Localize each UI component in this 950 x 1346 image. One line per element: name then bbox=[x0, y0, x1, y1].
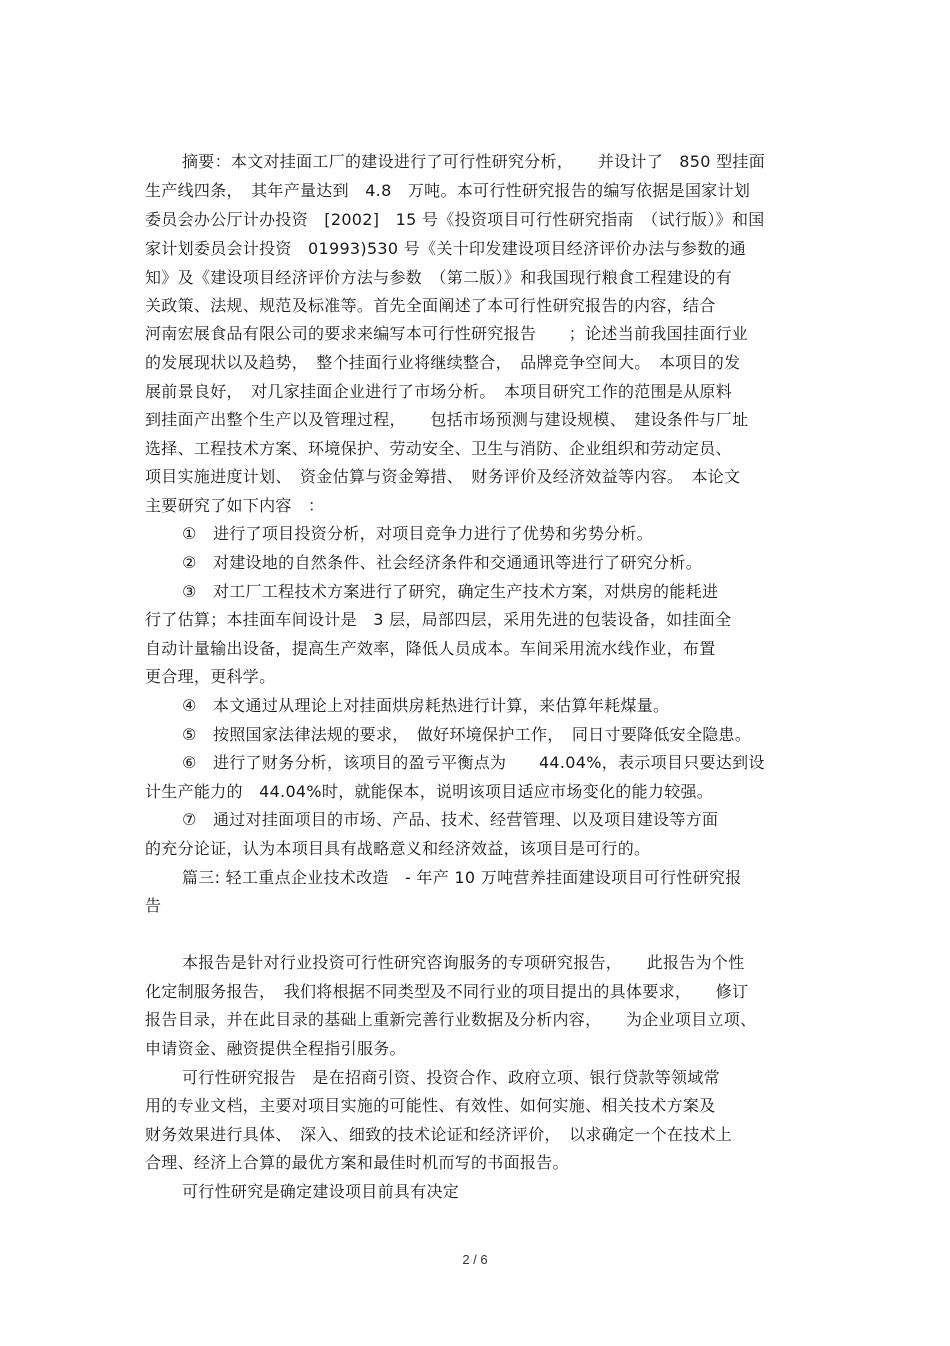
list-item: ② 对建设地的自然条件、社会经济条件和交通通讯等进行了研究分析。 bbox=[182, 553, 702, 572]
abstract-line: 项目实施进度计划、 资金估算与资金筹措、 财务评价及经济效益等内容。 本论文 bbox=[145, 467, 741, 486]
abstract-line: 摘要：本文对挂面工厂的建设进行了可行性研究分析， 并设计了 850 型挂面 bbox=[182, 152, 766, 171]
list-item: ③ 对工厂工程技术方案进行了研究，确定生产技术方案，对烘房的能耗进 bbox=[182, 582, 719, 601]
abstract-line: 的发展现状以及趋势， 整个挂面行业将继续整合， 品牌竞争空间大。 本项目的发 bbox=[145, 353, 741, 372]
abstract-line: 家计划委员会计投资 01993)530 号《关十印发建设项目经济评价办法与参数的通 bbox=[145, 239, 747, 258]
paragraph-line: 财务效果进行具体、 深入、细致的技术论证和经济评价， 以求确定一个在技术上 bbox=[145, 1125, 733, 1144]
abstract-line: 关政策、法规、规范及标准等。首先全面阐述了本可行性研究报告的内容，结合 bbox=[145, 296, 716, 315]
abstract-line: 选择、工程技术方案、环境保护、劳动安全、卫生与消防、企业组织和劳动定员、 bbox=[145, 439, 732, 458]
list-item: ④ 本文通过从理论上对挂面烘房耗热进行计算，来估算年耗煤量。 bbox=[182, 696, 670, 715]
paragraph-line: 报告目录，并在此目录的基础上重新完善行业数据及分析内容， 为企业项目立项、 bbox=[145, 1010, 757, 1029]
paragraph-line: 本报告是针对行业投资可行性研究咨询服务的专项研究报告， 此报告为个性 bbox=[182, 953, 745, 972]
list-item: ⑥ 进行了财务分析，该项目的盈亏平衡点为 44.04%，表示项目只要达到设 bbox=[182, 753, 765, 772]
list-item-continuation: 的充分论证，认为本项目具有战略意义和经济效益，该项目是可行的。 bbox=[145, 839, 651, 858]
section-title: 篇三: 轻工重点企业技术改造 - 年产 10 万吨营养挂面建设项目可行性研究报 bbox=[182, 868, 742, 887]
list-item-continuation: 自动计量输出设备，提高生产效率，降低人员成本。车间采用流水线作业，布置 bbox=[145, 639, 716, 658]
abstract-line: 展前景良好， 对几家挂面企业进行了市场分析。 本项目研究工作的范围是从原料 bbox=[145, 382, 733, 401]
abstract-line: 河南宏展食品有限公司的要求来编写本可行性研究报告 ；论述当前我国挂面行业 bbox=[145, 324, 749, 343]
abstract-line: 到挂面产出整个生产以及管理过程， 包括市场预测与建设规模、 建设条件与厂址 bbox=[145, 410, 749, 429]
section-title: 告 bbox=[145, 896, 162, 915]
paragraph-line: 可行性研究报告 是在招商引资、投资合作、政府立项、银行贷款等领域常 bbox=[182, 1068, 720, 1087]
paragraph-line: 申请资金、融资提供全程指引服务。 bbox=[145, 1039, 406, 1058]
page-number: 2 / 6 bbox=[462, 1252, 488, 1267]
paragraph-line: 化定制服务报告， 我们将根据不同类型及不同行业的项目提出的具体要求， 修订 bbox=[145, 982, 749, 1001]
list-item-continuation: 行了估算；本挂面车间设计是 3 层，局部四层，采用先进的包装设备，如挂面全 bbox=[145, 610, 732, 629]
list-item: ① 进行了项目投资分析，对项目竞争力进行了优势和劣势分析。 bbox=[182, 524, 654, 543]
list-item: ⑤ 按照国家法律法规的要求， 做好环境保护工作， 同日寸要降低安全隐患。 bbox=[182, 725, 752, 744]
paragraph-line: 可行性研究是确定建设项目前具有决定 bbox=[182, 1182, 460, 1201]
paragraph-line: 用的专业文档，主要对项目实施的可能性、有效性、如何实施、相关技术方案及 bbox=[145, 1096, 716, 1115]
list-item: ⑦ 通过对挂面项目的市场、产品、技术、经营管理、以及项目建设等方面 bbox=[182, 810, 719, 829]
abstract-line: 主要研究了如下内容 ： bbox=[145, 496, 325, 515]
list-item-continuation: 计生产能力的 44.04%时，就能保本，说明该项目适应市场变化的能力较强。 bbox=[145, 782, 714, 801]
abstract-line: 知》及《建设项目经济评价方法与参数 （第二版）》和我国现行粮食工程建设的有 bbox=[145, 268, 733, 287]
abstract-line: 委员会办公厅计办投资 [2002] 15 号《投资项目可行性研究指南 （试行版）》和国 bbox=[145, 210, 765, 229]
list-item-continuation: 更合理，更科学。 bbox=[145, 667, 276, 686]
paragraph-line: 合理、经济上合算的最优方案和最佳时机而写的书面报告。 bbox=[145, 1153, 569, 1172]
abstract-line: 生产线四条， 其年产量达到 4.8 万吨。本可行性研究报告的编写依据是国家计划 bbox=[145, 181, 751, 200]
